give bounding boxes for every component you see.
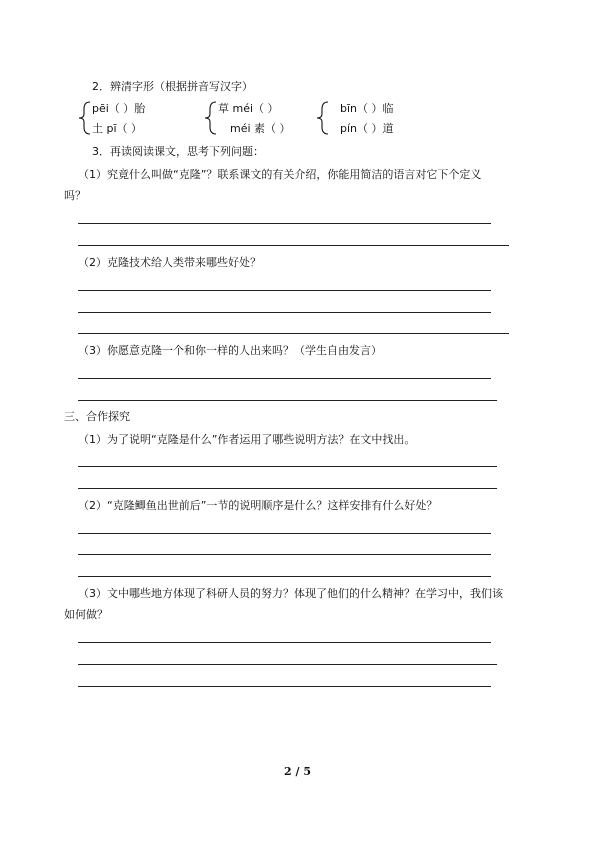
answer-line[interactable]	[78, 312, 491, 313]
part-3-question-3-text-cont: 如何做？	[64, 608, 108, 621]
pinyin-item-mei-cao: 草 méi（ ）	[218, 102, 279, 115]
left-brace-icon	[78, 101, 92, 135]
part-3-question-3-text: （3）文中哪些地方体现了科研人员的努力？体现了他们的什么精神？在学习中，我们该	[78, 587, 503, 600]
answer-line[interactable]	[78, 223, 491, 224]
left-brace-icon	[204, 101, 218, 135]
answer-line[interactable]	[78, 245, 509, 246]
answer-line[interactable]	[78, 400, 497, 401]
answer-line[interactable]	[78, 576, 491, 577]
question-3-text: （3）你愿意克隆一个和你一样的人出来吗？（学生自由发言）	[78, 344, 382, 357]
section-3-title: 3．再读阅读课文，思考下列问题：	[92, 145, 264, 158]
question-2-text: （2）克隆技术给人类带来哪些好处？	[78, 256, 261, 269]
question-1-text: （1）究竟什么叫做“克隆”？联系课文的有关介绍，你能用简洁的语言对它下个定义	[78, 168, 482, 181]
answer-line[interactable]	[78, 533, 491, 534]
answer-line[interactable]	[78, 290, 491, 291]
pinyin-item-pi: 土 pī（ ）	[92, 122, 143, 135]
answer-line[interactable]	[78, 554, 491, 555]
answer-line[interactable]	[78, 466, 497, 467]
left-brace-icon	[316, 101, 330, 135]
pinyin-item-mei-su: méi 素（ ）	[230, 122, 291, 135]
answer-line[interactable]	[78, 488, 497, 489]
part-3-question-1-text: （1）为了说明“克隆是什么”作者运用了哪些说明方法？在文中找出。	[78, 433, 416, 446]
answer-line[interactable]	[78, 686, 491, 687]
pinyin-item-pei: pēi（ ）胎	[92, 102, 146, 115]
answer-line[interactable]	[78, 664, 497, 665]
question-1-text-cont: 吗？	[64, 189, 86, 202]
answer-line[interactable]	[78, 378, 491, 379]
part-3-question-2-text: （2）“克隆鲫鱼出世前后”一节的说明顺序是什么？这样安排有什么好处？	[78, 499, 438, 512]
pinyin-item-pin: pín（ ）道	[340, 122, 394, 135]
section-2-title: 2．辨清字形（根据拼音写汉字）	[92, 80, 253, 93]
pinyin-item-bin: bīn（ ）临	[340, 102, 394, 115]
answer-line[interactable]	[78, 642, 491, 643]
page-number: 2 / 5	[284, 765, 311, 778]
answer-line[interactable]	[78, 333, 509, 334]
part-3-title: 三、合作探究	[64, 410, 130, 423]
